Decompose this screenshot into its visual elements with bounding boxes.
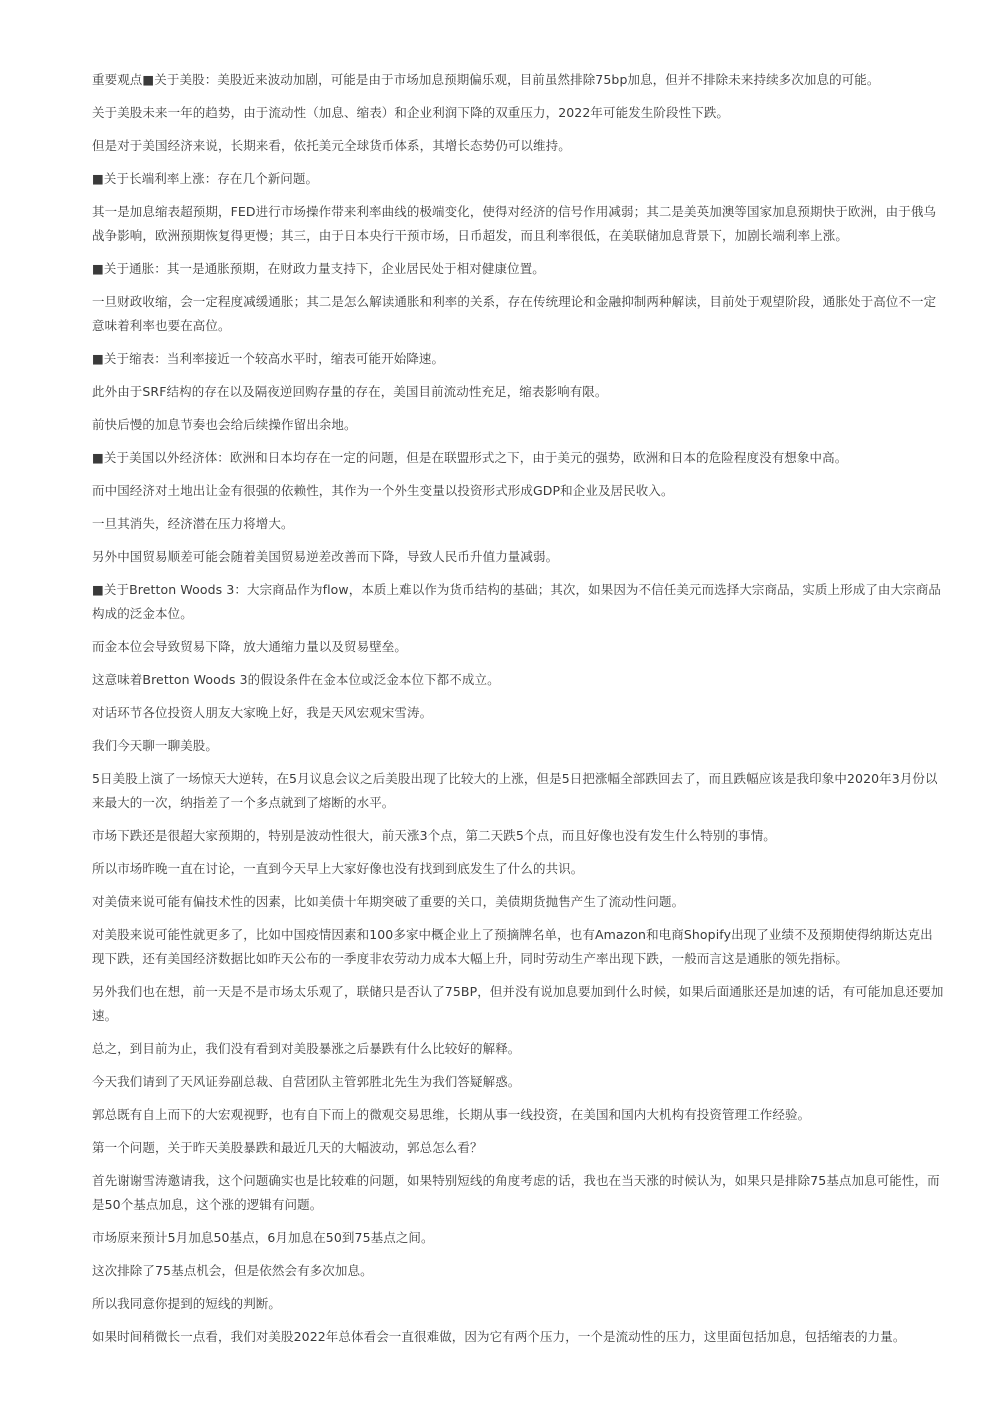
paragraph-treasury: 对美债来说可能有偏技术性的因素，比如美债十年期突破了重要的关口，美债期货抛售产生了流动性问题。	[92, 894, 685, 909]
paragraph-market-discussion: 所以市场昨晚一直在讨论，一直到今天早上大家好像也没有找到到底发生了什么的共识。	[92, 861, 584, 876]
paragraph-reversal: 5日美股上演了一场惊天大逆转，在5月议息会议之后美股出现了比较大的上涨，但是5日把涨幅全部跌回去了，而且跌幅应该是我印象中2020年3月份以来最大的一次，纳指差了一个多点就到了熔断的水平。	[92, 771, 938, 810]
paragraph-bretton-woods-heading: ■关于Bretton Woods 3：大宗商品作为flow，本质上难以作为货币结构的基础；其次，如果因为不信任美元而选择大宗商品，实质上形成了由大宗商品构成的泛金本位。	[92, 582, 941, 621]
document-body	[92, 68, 944, 1358]
paragraph-bretton-woods-conclusion: 这意味着Bretton Woods 3的假设条件在金本位或泛金本位下都不成立。	[92, 672, 500, 687]
paragraph-qt-srf: 此外由于SRF结构的存在以及隔夜逆回购存量的存在，美国目前流动性充足，缩表影响有限。	[92, 384, 608, 399]
paragraph-first-question: 第一个问题，关于昨天美股暴跌和最近几天的大幅波动，郭总怎么看？	[92, 1140, 483, 1155]
paragraph-stock-factors: 对美股来说可能性就更多了，比如中国疫情因素和100多家中概企业上了预摘牌名单，也有Amazon和电商Shopify出现了业绩不及预期使得纳斯达克出现下跌，还有美国经济数据比如昨天公布的一季度非农劳动力成本大幅上升，同时劳动生产率出现下跌，一般而言这是通胀的领先指标。	[92, 927, 933, 966]
paragraph-optimism: 另外我们也在想，前一天是不是市场太乐观了，联储只是否认了75BP，但并没有说加息要加到什么时候，如果后面通胀还是加速的话，有可能加息还要加速。	[92, 984, 944, 1023]
paragraph-longer-view: 如果时间稍微长一点看，我们对美股2022年总体看会一直很难做，因为它有两个压力，一个是流动性的压力，这里面包括加息，包括缩表的力量。	[92, 1329, 906, 1344]
paragraph-us-stocks-trend: 关于美股未来一年的趋势，由于流动性（加息、缩表）和企业利润下降的双重压力，2022年可能发生阶段性下跌。	[92, 105, 730, 120]
paragraph-summary: 总之，到目前为止，我们没有看到对美股暴涨之后暴跌有什么比较好的解释。	[92, 1041, 521, 1056]
paragraph-agree: 所以我同意你提到的短线的判断。	[92, 1296, 282, 1311]
paragraph-qt-pace: 前快后慢的加息节奏也会给后续操作留出余地。	[92, 417, 357, 432]
paragraph-volatility: 市场下跌还是很超大家预期的，特别是波动性很大，前天涨3个点，第二天跌5个点，而且好像也没有发生什么特别的事情。	[92, 828, 776, 843]
paragraph-us-economy-long-term: 但是对于美国经济来说，长期来看，依托美元全球货币体系，其增长态势仍可以维持。	[92, 138, 571, 153]
paragraph-answer-short-term: 首先谢谢雪涛邀请我，这个问题确实也是比较难的问题，如果特别短线的角度考虑的话，我也在当天涨的时候认为，如果只是排除75基点加息可能性，而是50个基点加息，这个涨的逻辑有问题。	[92, 1173, 940, 1212]
paragraph-inflation-detail: 一旦财政收缩，会一定程度减缓通胀；其二是怎么解读通胀和利率的关系，存在传统理论和金融抑制两种解读，目前处于观望阶段，通胀处于高位不一定意味着利率也要在高位。	[92, 294, 937, 333]
paragraph-china-pressure: 一旦其消失，经济潜在压力将增大。	[92, 516, 294, 531]
paragraph-gold-standard: 而金本位会导致贸易下降，放大通缩力量以及贸易壁垒。	[92, 639, 408, 654]
paragraph-topic: 我们今天聊一聊美股。	[92, 738, 219, 753]
paragraph-key-points-us-stocks: 重要观点■关于美股：美股近来波动加剧，可能是由于市场加息预期偏乐观，目前虽然排除75bp加息，但并不排除未来持续多次加息的可能。	[92, 72, 880, 87]
paragraph-inflation-heading: ■关于通胀：其一是通胀预期，在财政力量支持下，企业居民处于相对健康位置。	[92, 261, 545, 276]
paragraph-long-rates-detail: 其一是加息缩表超预期，FED进行市场操作带来利率曲线的极端变化，使得对经济的信号作用减弱；其二是美英加澳等国家加息预期快于欧洲，由于俄乌战争影响，欧洲预期恢复得更慢；其三，由于日本央行干预市场，日币超发，而且利率很低，在美联储加息背景下，加剧长端利率上涨。	[92, 204, 937, 243]
paragraph-market-expectation: 市场原来预计5月加息50基点，6月加息在50到75基点之间。	[92, 1230, 434, 1245]
paragraph-non-us-economies: ■关于美国以外经济体：欧洲和日本均存在一定的问题，但是在联盟形式之下，由于美元的强势，欧洲和日本的危险程度没有想象中高。	[92, 450, 848, 465]
paragraph-china-land: 而中国经济对土地出让金有很强的依赖性，其作为一个外生变量以投资形式形成GDP和企业及居民收入。	[92, 483, 674, 498]
paragraph-multiple-hikes: 这次排除了75基点机会，但是依然会有多次加息。	[92, 1263, 373, 1278]
paragraph-china-trade: 另外中国贸易顺差可能会随着美国贸易逆差改善而下降，导致人民币升值力量减弱。	[92, 549, 559, 564]
paragraph-qt-heading: ■关于缩表：当利率接近一个较高水平时，缩表可能开始降速。	[92, 351, 445, 366]
paragraph-guest-background: 郭总既有自上而下的大宏观视野，也有自下而上的微观交易思维，长期从事一线投资，在美国和国内大机构有投资管理工作经验。	[92, 1107, 811, 1122]
paragraph-dialogue-intro: 对话环节各位投资人朋友大家晚上好，我是天风宏观宋雪涛。	[92, 705, 433, 720]
paragraph-guest-intro: 今天我们请到了天风证券副总裁、自营团队主管郭胜北先生为我们答疑解惑。	[92, 1074, 521, 1089]
paragraph-long-rates-heading: ■关于长端利率上涨：存在几个新问题。	[92, 171, 319, 186]
